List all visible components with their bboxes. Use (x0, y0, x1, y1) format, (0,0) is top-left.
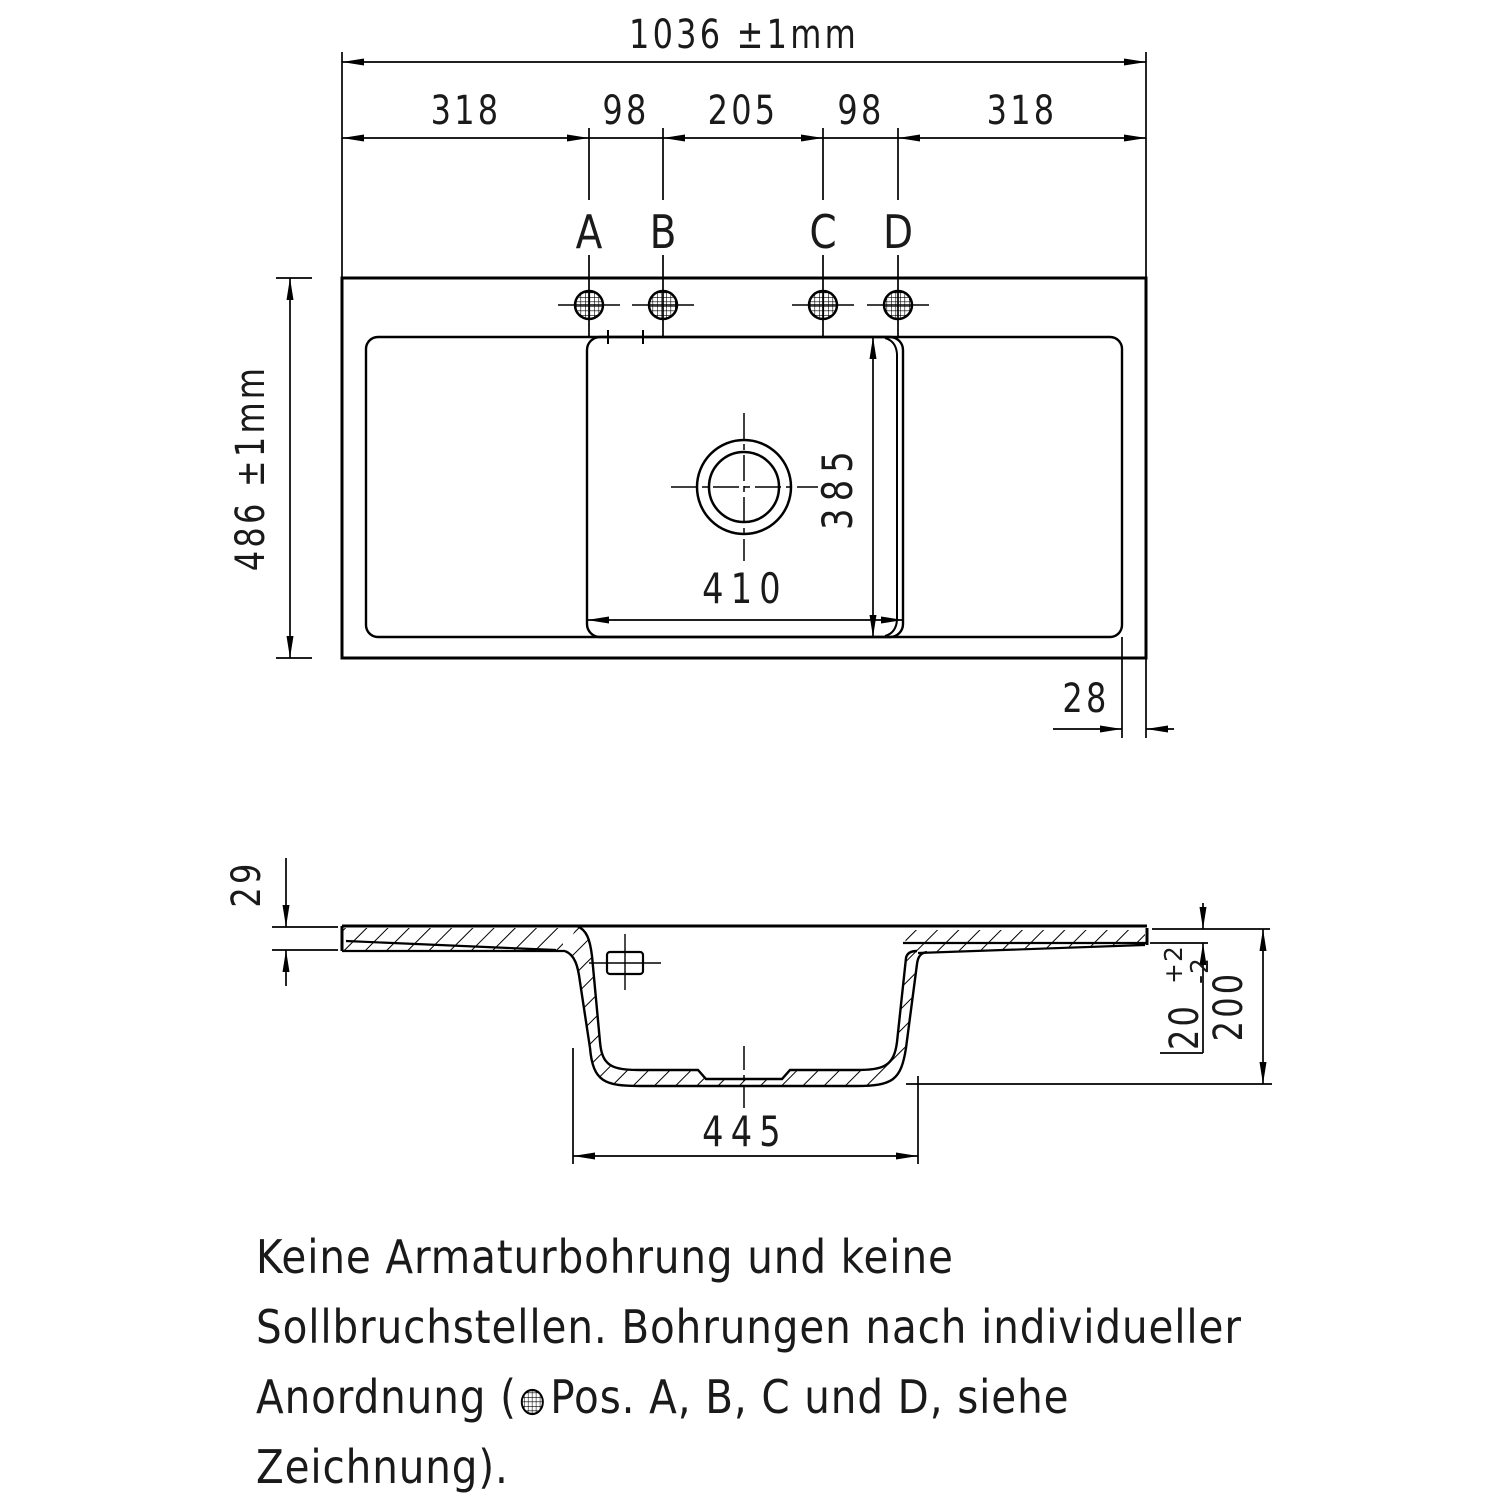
drain-hole (671, 413, 818, 561)
section-bowl-inner-wall (577, 926, 917, 1079)
note-line-2: Sollbruchstellen. Bohrungen nach individueller (256, 1300, 1242, 1354)
section-view (222, 858, 1272, 1164)
drain-centerlines (671, 413, 818, 561)
hole-label-b: B (649, 205, 677, 260)
section-hatch-bowl (565, 926, 927, 1086)
dimension-arrows-plan (287, 278, 1169, 733)
hole-label-a: A (575, 205, 603, 260)
notes-block (256, 1222, 1312, 1500)
segment-dimension-318-right: 318 (986, 86, 1058, 134)
faucet-hole-d (867, 291, 929, 319)
rim-offset-dimension: 28 (1062, 674, 1110, 722)
hole-label-d: D (882, 205, 914, 260)
plan-view (226, 278, 1174, 738)
section-hatch-left-deck (343, 928, 563, 950)
drill-hole-icon (520, 1388, 545, 1416)
bowl-width-dimension: 410 (702, 564, 788, 613)
note-line-3-text-after: Pos. A, B, C und D, siehe (550, 1370, 1070, 1424)
fitting-marker (589, 934, 661, 990)
faucet-hole-c (792, 291, 854, 319)
segment-dimension-205: 205 (707, 86, 779, 134)
overall-depth-dimension: 200 (1204, 970, 1252, 1042)
rim-edge-height-dimension: 29 (222, 860, 270, 908)
rim-thickness-value: 20 (1160, 1002, 1208, 1050)
note-line-3-text-before: Anordnung ( (256, 1370, 517, 1424)
note-line-3 (256, 1362, 1312, 1432)
faucet-hole-b (632, 291, 694, 319)
bowl-length-dimension: 385 (813, 444, 862, 530)
bowl-opening-dimension: 445 (702, 1107, 788, 1156)
segment-dimension-318-left: 318 (430, 86, 502, 134)
dimension-lines-plan (276, 278, 1174, 738)
rim-thickness-tol-minus: -2 (1185, 957, 1214, 984)
hole-label-c: C (809, 205, 837, 260)
segment-dimension-98-left: 98 (602, 86, 650, 134)
overall-width-dimension: 1036 ±1mm (629, 10, 859, 58)
note-line-1: Keine Armaturbohrung und keine (256, 1230, 954, 1284)
rim-thickness-tol-plus: +2 (1159, 945, 1188, 984)
segment-dimension-98-right: 98 (837, 86, 885, 134)
note-line-4: Zeichnung). (256, 1440, 509, 1494)
section-bowl-outer-wall (565, 951, 927, 1086)
bowl-inner-edge-line (885, 338, 897, 636)
faucet-hole-a (558, 291, 620, 319)
top-dimension-chain (342, 10, 1146, 337)
height-dimension: 486 ±1mm (226, 364, 274, 572)
